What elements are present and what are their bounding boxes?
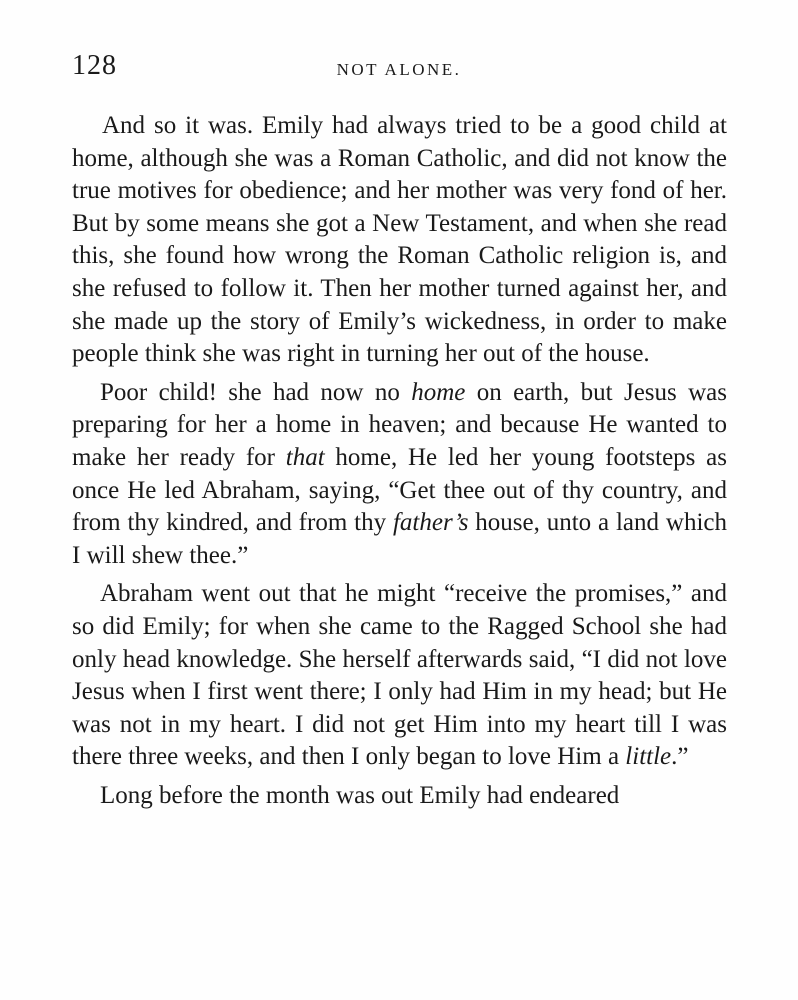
paragraph-2 <box>72 377 727 573</box>
paragraph-2-text-b: on earth, but Jesus was preparing for her a home in heaven; and because He wanted to make her ready for <box>72 378 727 471</box>
page-number: 128 <box>72 50 117 81</box>
body-text <box>72 110 727 818</box>
paragraph-3 <box>72 578 727 774</box>
paragraph-2-italic-fathers: father’s <box>392 509 469 537</box>
paragraph-1-text: And so it was. Emily had always tried to be a good child at home, although she was a Roman Catholic, and did not know the true motives for obedience; and her mother was very fond of her. But by some means she got a New Testament, and when she read this, she found how wrong the Roman Catholic religion is, and she refused to follow it. Then her mother turned against her, and she made up the story of Emily’s wickedness, in order to make people think she was right in turning her out of the house. <box>72 112 727 368</box>
paragraph-4-text: Long before the month was out Emily had endeared <box>100 781 620 809</box>
paragraph-3-text-b: .” <box>671 743 689 771</box>
paragraph-3-italic-little: little <box>625 743 672 771</box>
running-title: NOT ALONE. <box>336 60 462 79</box>
paragraph-3-text-a: Abraham went out that he might “receive the promises,” and so did Emily; for when she came to the Ragged School she had only head knowledge. She herself afterwards said, “I did not love Jesus when I first went there; I only had Him in my head; but He was not in my heart. I did not get Him into my heart till I was there three weeks, and then I only began to love Him a <box>72 580 727 771</box>
paragraph-2-italic-that: that <box>285 443 325 471</box>
paragraph-2-italic-home: home <box>411 378 466 406</box>
paragraph-2-text-a: Poor child! she had now no <box>100 378 412 406</box>
paragraph-2-text-d: house, unto a land which I will shew thee.” <box>72 509 727 569</box>
paragraph-4 <box>72 780 727 813</box>
paragraph-1 <box>72 110 727 371</box>
paragraph-2-text-c: home, He led her young footsteps as once He led Abraham, saying, “Get thee out of thy country, and from thy kindred, and from thy <box>72 443 727 537</box>
